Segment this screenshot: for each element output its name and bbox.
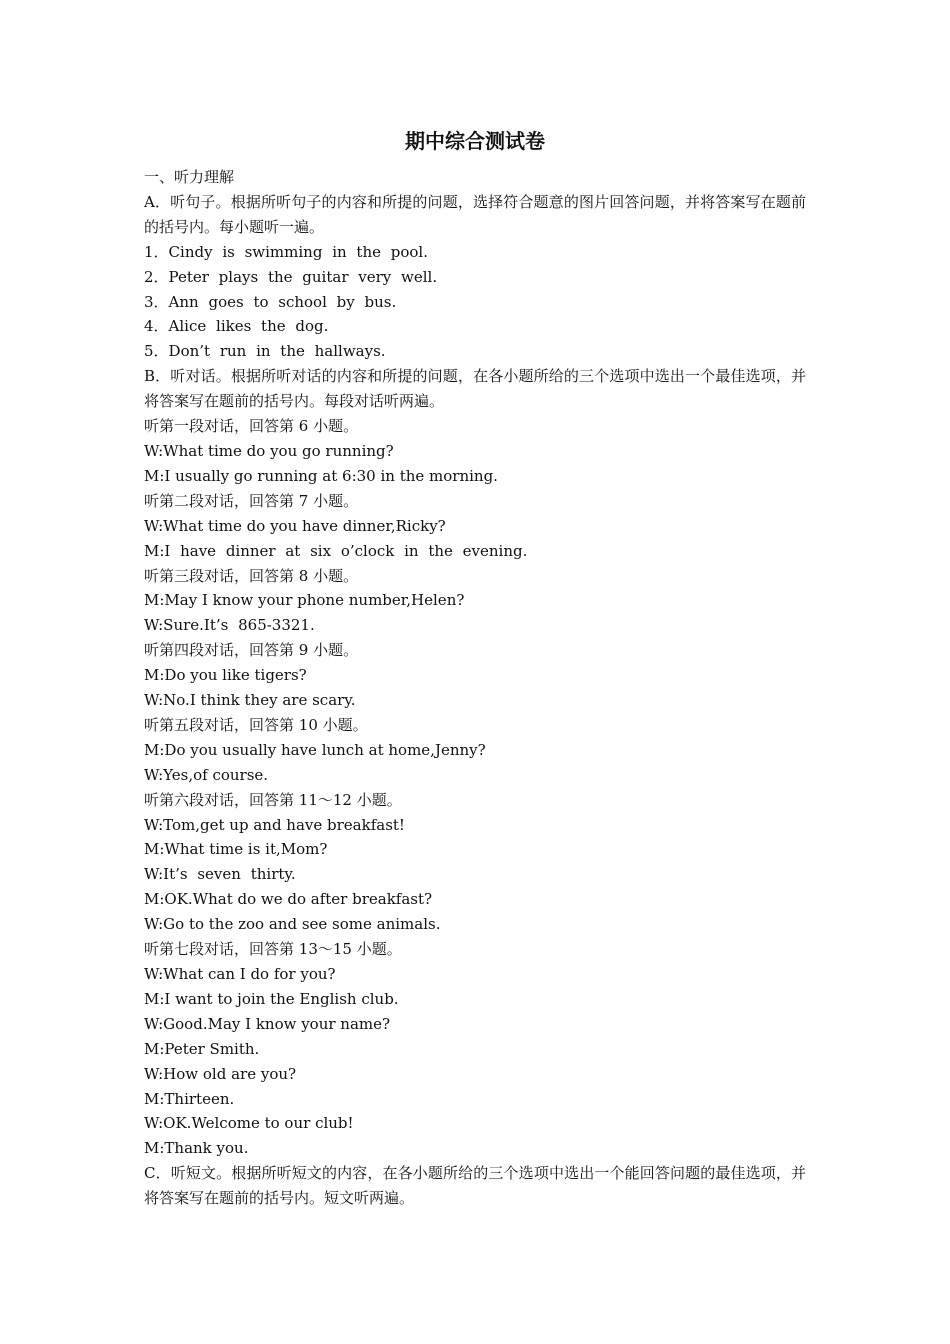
- page-title: 期中综合测试卷: [405, 129, 545, 153]
- dialogue-line: W:How old are you?: [144, 1064, 297, 1083]
- section-heading: 一、听力理解: [144, 168, 235, 186]
- dialogue-line: W:Sure.It’s 865-3321.: [144, 616, 315, 635]
- dialogue-line: W:Tom,get up and have breakfast!: [144, 815, 405, 834]
- dialogue-heading: 听第三段对话，回答第 8 小题。: [144, 566, 359, 585]
- sentence-item: 3．Ann goes to school by bus.: [144, 292, 397, 311]
- dialogue-heading: 听第六段对话，回答第 11～12 小题。: [144, 790, 402, 809]
- sentence-item: 1．Cindy is swimming in the pool.: [144, 242, 428, 261]
- dialogue-line: W:What time do you go running?: [144, 441, 394, 460]
- dialogue-line: W:OK.Welcome to our club!: [144, 1114, 354, 1133]
- sentence-item: 5．Don’t run in the hallways.: [144, 342, 386, 361]
- dialogue-line: M:Thank you.: [144, 1139, 249, 1158]
- dialogue-line: W:Good.May I know your name?: [144, 1014, 391, 1033]
- dialogue-line: M:Peter Smith.: [144, 1039, 260, 1058]
- dialogue-heading: 听第七段对话，回答第 13～15 小题。: [144, 940, 402, 959]
- dialogue-heading: 听第四段对话，回答第 9 小题。: [144, 641, 359, 660]
- dialogue-line: M:I want to join the English club.: [144, 989, 399, 1008]
- dialogue-line: W:No.I think they are scary.: [144, 691, 356, 710]
- dialogue-line: W:Go to the zoo and see some animals.: [144, 915, 441, 934]
- dialogue-line: M:What time is it,Mom?: [144, 840, 328, 859]
- dialogue-line: M:I usually go running at 6:30 in the morning.: [144, 466, 498, 485]
- dialogue-heading: 听第二段对话，回答第 7 小题。: [144, 491, 359, 510]
- sentence-item: 2．Peter plays the guitar very well.: [144, 267, 438, 286]
- dialogue-line: M:OK.What do we do after breakfast?: [144, 890, 433, 909]
- dialogue-line: W:Yes,of course.: [144, 765, 269, 784]
- dialogue-line: W:It’s seven thirty.: [144, 865, 296, 884]
- dialogue-line: W:What time do you have dinner,Ricky?: [144, 516, 446, 535]
- sentence-item: 4．Alice likes the dog.: [144, 317, 329, 336]
- dialogue-line: M:May I know your phone number,Helen?: [144, 591, 465, 610]
- document-body: [144, 165, 806, 1211]
- dialogue-line: M:I have dinner at six o’clock in the evening.: [144, 541, 528, 560]
- dialogue-line: M:Do you usually have lunch at home,Jenny?: [144, 740, 486, 759]
- dialogue-heading: 听第五段对话，回答第 10 小题。: [144, 715, 368, 734]
- part-c-instructions: C．听短文。根据所听短文的内容，在各小题所给的三个选项中选出一个能回答问题的最佳选项，并将答案写在题前的括号内。短文听两遍。: [144, 1164, 806, 1208]
- dialogue-line: W:What can I do for you?: [144, 965, 336, 983]
- dialogue-heading: 听第一段对话，回答第 6 小题。: [144, 417, 359, 436]
- part-a-instructions: A．听句子。根据所听句子的内容和所提的问题，选择符合题意的图片回答问题，并将答案写在题前的括号内。每小题听一遍。: [144, 192, 806, 236]
- dialogue-line: M:Thirteen.: [144, 1089, 235, 1108]
- dialogue-line: M:Do you like tigers?: [144, 666, 307, 685]
- part-b-instructions: B．听对话。根据所听对话的内容和所提的问题，在各小题所给的三个选项中选出一个最佳选项，并将答案写在题前的括号内。每段对话听两遍。: [144, 367, 806, 411]
